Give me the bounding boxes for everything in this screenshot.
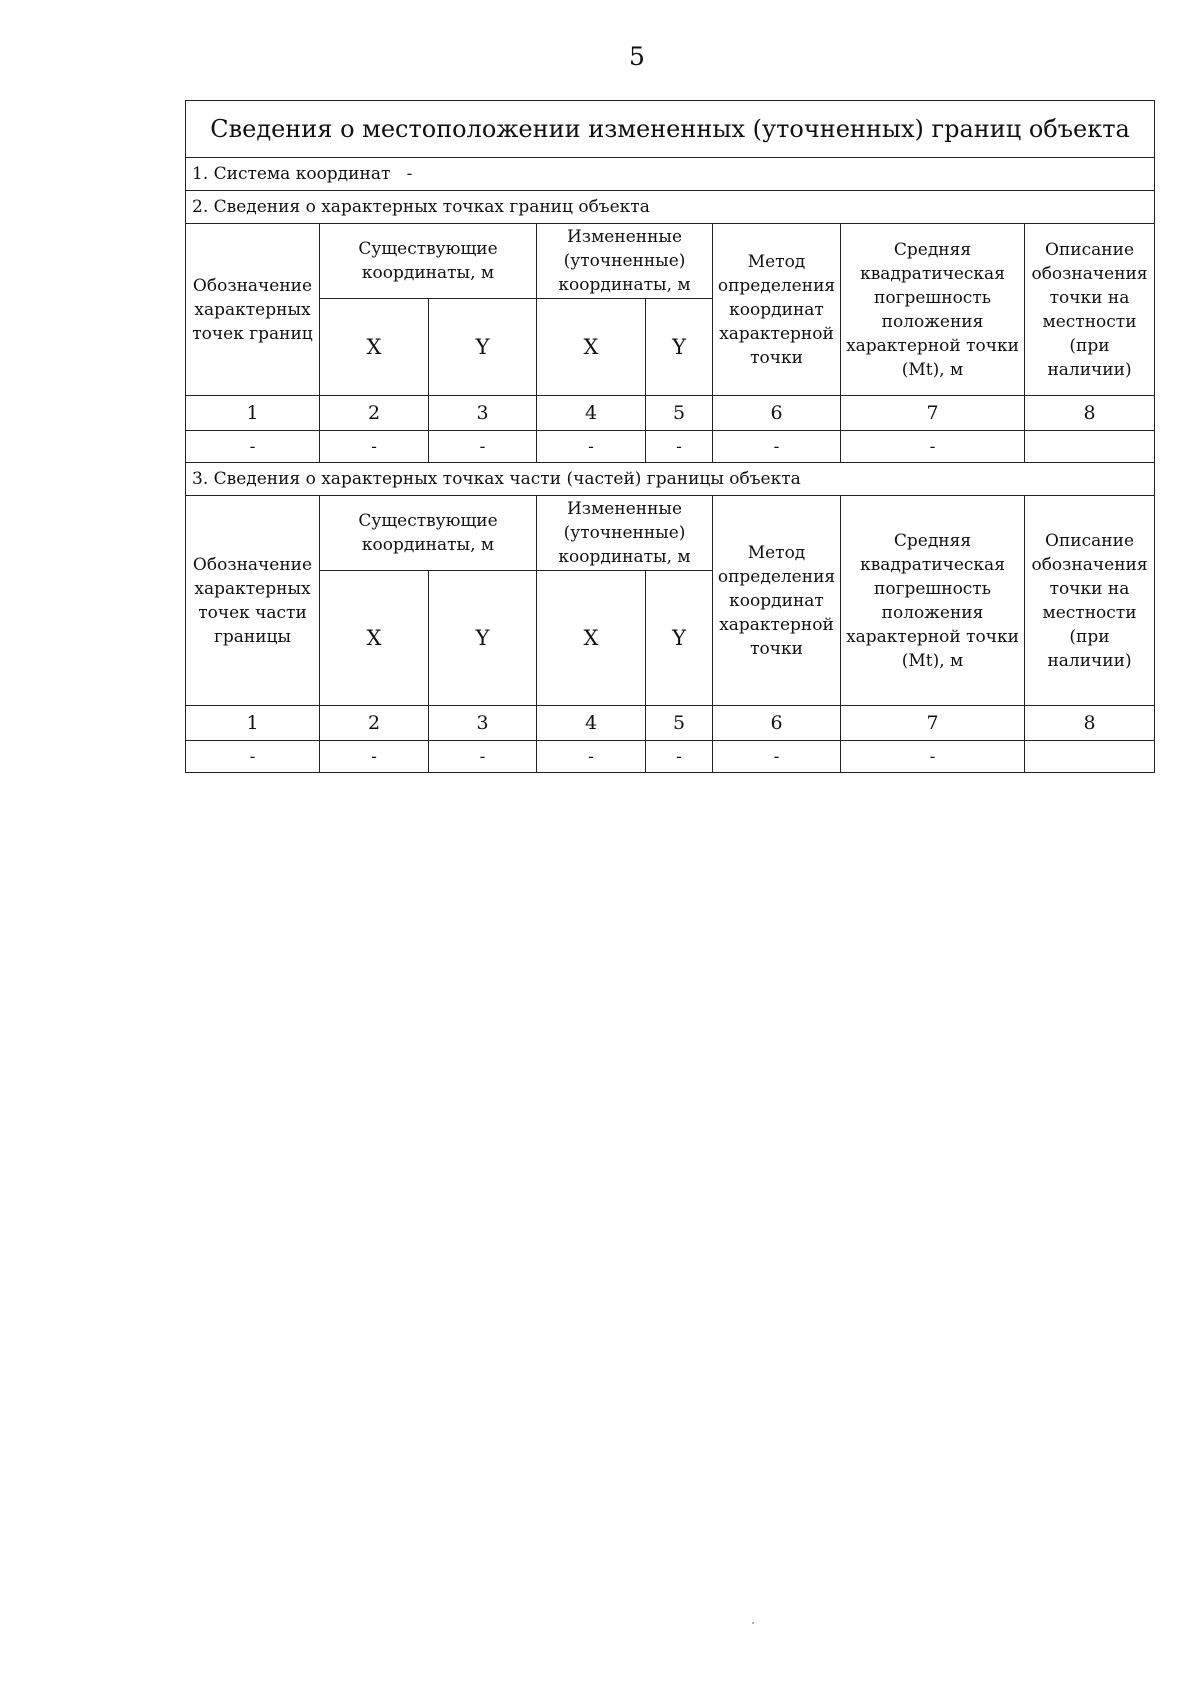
s3-cell: - xyxy=(429,741,537,773)
page-number: 5 xyxy=(629,42,645,71)
section2-title: 2. Сведения о характерных точках границ объекта xyxy=(186,191,1155,224)
section3-title-row xyxy=(186,463,1155,496)
s2-cell: - xyxy=(429,431,537,463)
title-row xyxy=(186,101,1155,158)
s2-header-changed-y: Y xyxy=(646,299,713,396)
table-row xyxy=(186,741,1155,773)
s2-col-number: 8 xyxy=(1025,396,1155,431)
s2-cell xyxy=(1025,431,1155,463)
s2-header-existing: Существующие координаты, м xyxy=(320,224,537,299)
s2-header-changed: Измененные (уточненные) координаты, м xyxy=(537,224,713,299)
s3-header-error: Средняя квадратическая погрешность положения характерной точки (Mt), м xyxy=(841,496,1025,706)
s2-col-number: 1 xyxy=(186,396,320,431)
s3-header-changed-x: X xyxy=(537,571,646,706)
s3-cell: - xyxy=(320,741,429,773)
s3-cell: - xyxy=(537,741,646,773)
s3-col-number: 8 xyxy=(1025,706,1155,741)
s2-cell: - xyxy=(713,431,841,463)
s3-col-number: 4 xyxy=(537,706,646,741)
s3-cell: - xyxy=(186,741,320,773)
coord-system-label: 1. Система координат xyxy=(192,164,391,184)
s3-header-method: Метод определения координат характерной точки xyxy=(713,496,841,706)
scan-speck xyxy=(752,1622,754,1624)
s2-col-number: 4 xyxy=(537,396,646,431)
section3-header-row xyxy=(186,496,1155,571)
s2-cell: - xyxy=(320,431,429,463)
s2-header-changed-x: X xyxy=(537,299,646,396)
s2-cell: - xyxy=(646,431,713,463)
s2-col-number: 6 xyxy=(713,396,841,431)
s3-header-designation: Обозначение характерных точек части границы xyxy=(186,496,320,706)
s3-header-existing-x: X xyxy=(320,571,429,706)
boundary-info-table xyxy=(185,100,1155,773)
s2-col-number: 3 xyxy=(429,396,537,431)
s2-cell: - xyxy=(537,431,646,463)
s2-header-existing-y: Y xyxy=(429,299,537,396)
s3-col-number: 7 xyxy=(841,706,1025,741)
coord-system-value: - xyxy=(406,164,413,184)
table-row xyxy=(186,431,1155,463)
s3-header-changed: Измененные (уточненные) координаты, м xyxy=(537,496,713,571)
s3-cell: - xyxy=(713,741,841,773)
s2-col-number: 5 xyxy=(646,396,713,431)
coord-system-cell xyxy=(186,158,1155,191)
s2-header-existing-x: X xyxy=(320,299,429,396)
table-title: Сведения о местоположении измененных (уточненных) границ объекта xyxy=(186,101,1155,158)
section2-header-row xyxy=(186,224,1155,299)
s2-header-description: Описание обозначения точки на местности (при наличии) xyxy=(1025,224,1155,396)
s2-header-error: Средняя квадратическая погрешность положения характерной точки (Mt), м xyxy=(841,224,1025,396)
s3-header-description: Описание обозначения точки на местности (при наличии) xyxy=(1025,496,1155,706)
s2-col-number: 2 xyxy=(320,396,429,431)
s2-cell: - xyxy=(841,431,1025,463)
s3-header-changed-y: Y xyxy=(646,571,713,706)
s2-cell: - xyxy=(186,431,320,463)
s3-cell: - xyxy=(646,741,713,773)
s3-cell: - xyxy=(841,741,1025,773)
s3-col-number: 5 xyxy=(646,706,713,741)
section3-title: 3. Сведения о характерных точках части (частей) границы объекта xyxy=(186,463,1155,496)
s3-column-numbers-row xyxy=(186,706,1155,741)
s3-col-number: 3 xyxy=(429,706,537,741)
coord-system-row xyxy=(186,158,1155,191)
s3-col-number: 2 xyxy=(320,706,429,741)
s2-header-designation: Обозначение характерных точек границ xyxy=(186,224,320,396)
section2-title-row xyxy=(186,191,1155,224)
s2-column-numbers-row xyxy=(186,396,1155,431)
s3-header-existing-y: Y xyxy=(429,571,537,706)
s3-col-number: 1 xyxy=(186,706,320,741)
s3-header-existing: Существующие координаты, м xyxy=(320,496,537,571)
s2-col-number: 7 xyxy=(841,396,1025,431)
s2-header-method: Метод определения координат характерной точки xyxy=(713,224,841,396)
s3-col-number: 6 xyxy=(713,706,841,741)
s3-cell xyxy=(1025,741,1155,773)
